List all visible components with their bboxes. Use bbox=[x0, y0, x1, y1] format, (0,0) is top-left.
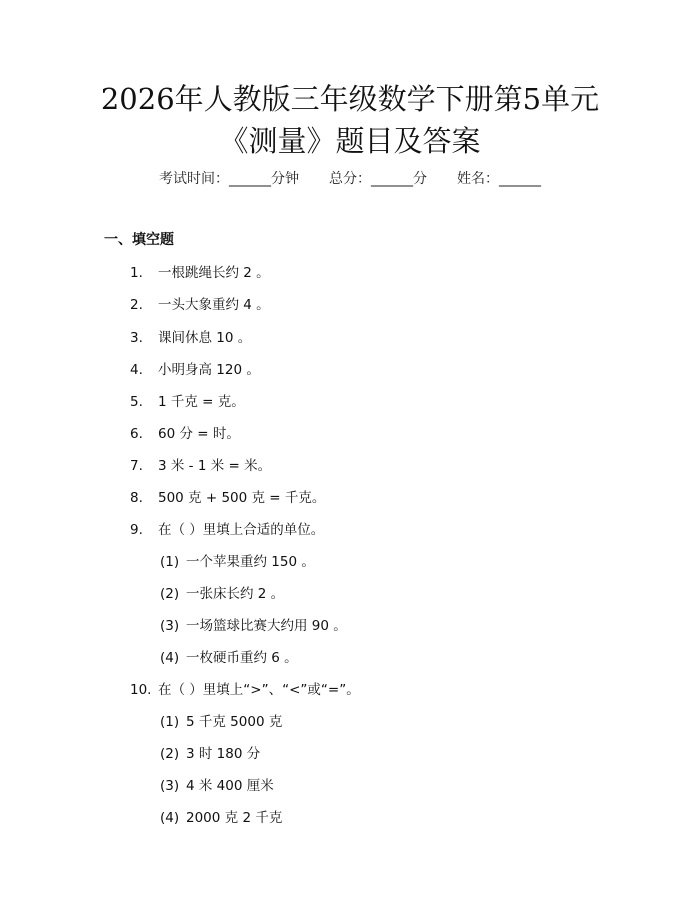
sub-question-item bbox=[160, 550, 315, 570]
sub-question-number: (4) bbox=[160, 810, 180, 826]
question-number: 8. bbox=[130, 490, 143, 506]
question-text: 在（ ）里填上“>”、“<”或“=”。 bbox=[158, 682, 360, 698]
question-number: 5. bbox=[130, 394, 143, 410]
question-item bbox=[130, 358, 260, 378]
question-item bbox=[130, 390, 245, 410]
sub-question-text: 一场篮球比赛大约用 90 。 bbox=[186, 618, 347, 634]
question-item bbox=[130, 486, 325, 506]
sub-question-text: 5 千克 5000 克 bbox=[186, 714, 283, 730]
question-text: 1 千克 = 克。 bbox=[158, 394, 245, 410]
exam-time-field: 考试时间：______分钟 bbox=[159, 171, 299, 187]
sub-question-number: (4) bbox=[160, 650, 180, 666]
page-title: 2026年人教版三年级数学下册第5单元《测量》题目及答案 bbox=[100, 82, 600, 158]
question-item bbox=[130, 261, 270, 281]
sub-question-number: (2) bbox=[160, 586, 180, 602]
question-number: 4. bbox=[130, 362, 143, 378]
sub-question-text: 一枚硬币重约 6 。 bbox=[186, 650, 298, 666]
question-number: 3. bbox=[130, 330, 143, 346]
question-text: 一根跳绳长约 2 。 bbox=[158, 265, 270, 281]
question-item bbox=[130, 326, 251, 346]
sub-question-item bbox=[160, 774, 274, 794]
question-number: 7. bbox=[130, 458, 143, 474]
name-field: 姓名：______ bbox=[457, 171, 541, 187]
question-item bbox=[130, 678, 360, 698]
question-item bbox=[130, 518, 324, 538]
sub-question-text: 一个苹果重约 150 。 bbox=[186, 554, 315, 570]
sub-question-item bbox=[160, 582, 284, 602]
sub-question-text: 3 时 180 分 bbox=[186, 746, 261, 762]
question-item bbox=[130, 293, 270, 313]
sub-question-text: 4 米 400 厘米 bbox=[186, 778, 274, 794]
question-text: 一头大象重约 4 。 bbox=[158, 297, 270, 313]
question-number: 2. bbox=[130, 297, 143, 313]
sub-question-number: (3) bbox=[160, 778, 180, 794]
question-item bbox=[130, 454, 271, 474]
question-text: 小明身高 120 。 bbox=[158, 362, 260, 378]
sub-question-item bbox=[160, 614, 347, 634]
exam-info bbox=[0, 168, 700, 188]
sub-question-number: (1) bbox=[160, 714, 180, 730]
sub-question-number: (1) bbox=[160, 554, 180, 570]
question-number: 1. bbox=[130, 265, 143, 281]
question-text: 500 克 + 500 克 = 千克。 bbox=[158, 490, 326, 506]
section-heading: 一、填空题 bbox=[104, 232, 174, 248]
question-text: 课间休息 10 。 bbox=[158, 330, 252, 346]
question-text: 在（ ）里填上合适的单位。 bbox=[158, 522, 325, 538]
question-number: 10. bbox=[130, 682, 152, 698]
question-text: 3 米 - 1 米 = 米。 bbox=[158, 458, 272, 474]
sub-question-number: (2) bbox=[160, 746, 180, 762]
question-text: 60 分 = 时。 bbox=[158, 426, 240, 442]
sub-question-number: (3) bbox=[160, 618, 180, 634]
question-number: 6. bbox=[130, 426, 143, 442]
sub-question-text: 一张床长约 2 。 bbox=[186, 586, 285, 602]
total-score-field: 总分：______分 bbox=[329, 171, 427, 187]
question-item bbox=[130, 422, 240, 442]
sub-question-item bbox=[160, 710, 282, 730]
sub-question-item bbox=[160, 646, 298, 666]
sub-question-item bbox=[160, 806, 282, 826]
question-number: 9. bbox=[130, 522, 143, 538]
sub-question-text: 2000 克 2 千克 bbox=[186, 810, 283, 826]
sub-question-item bbox=[160, 742, 260, 762]
